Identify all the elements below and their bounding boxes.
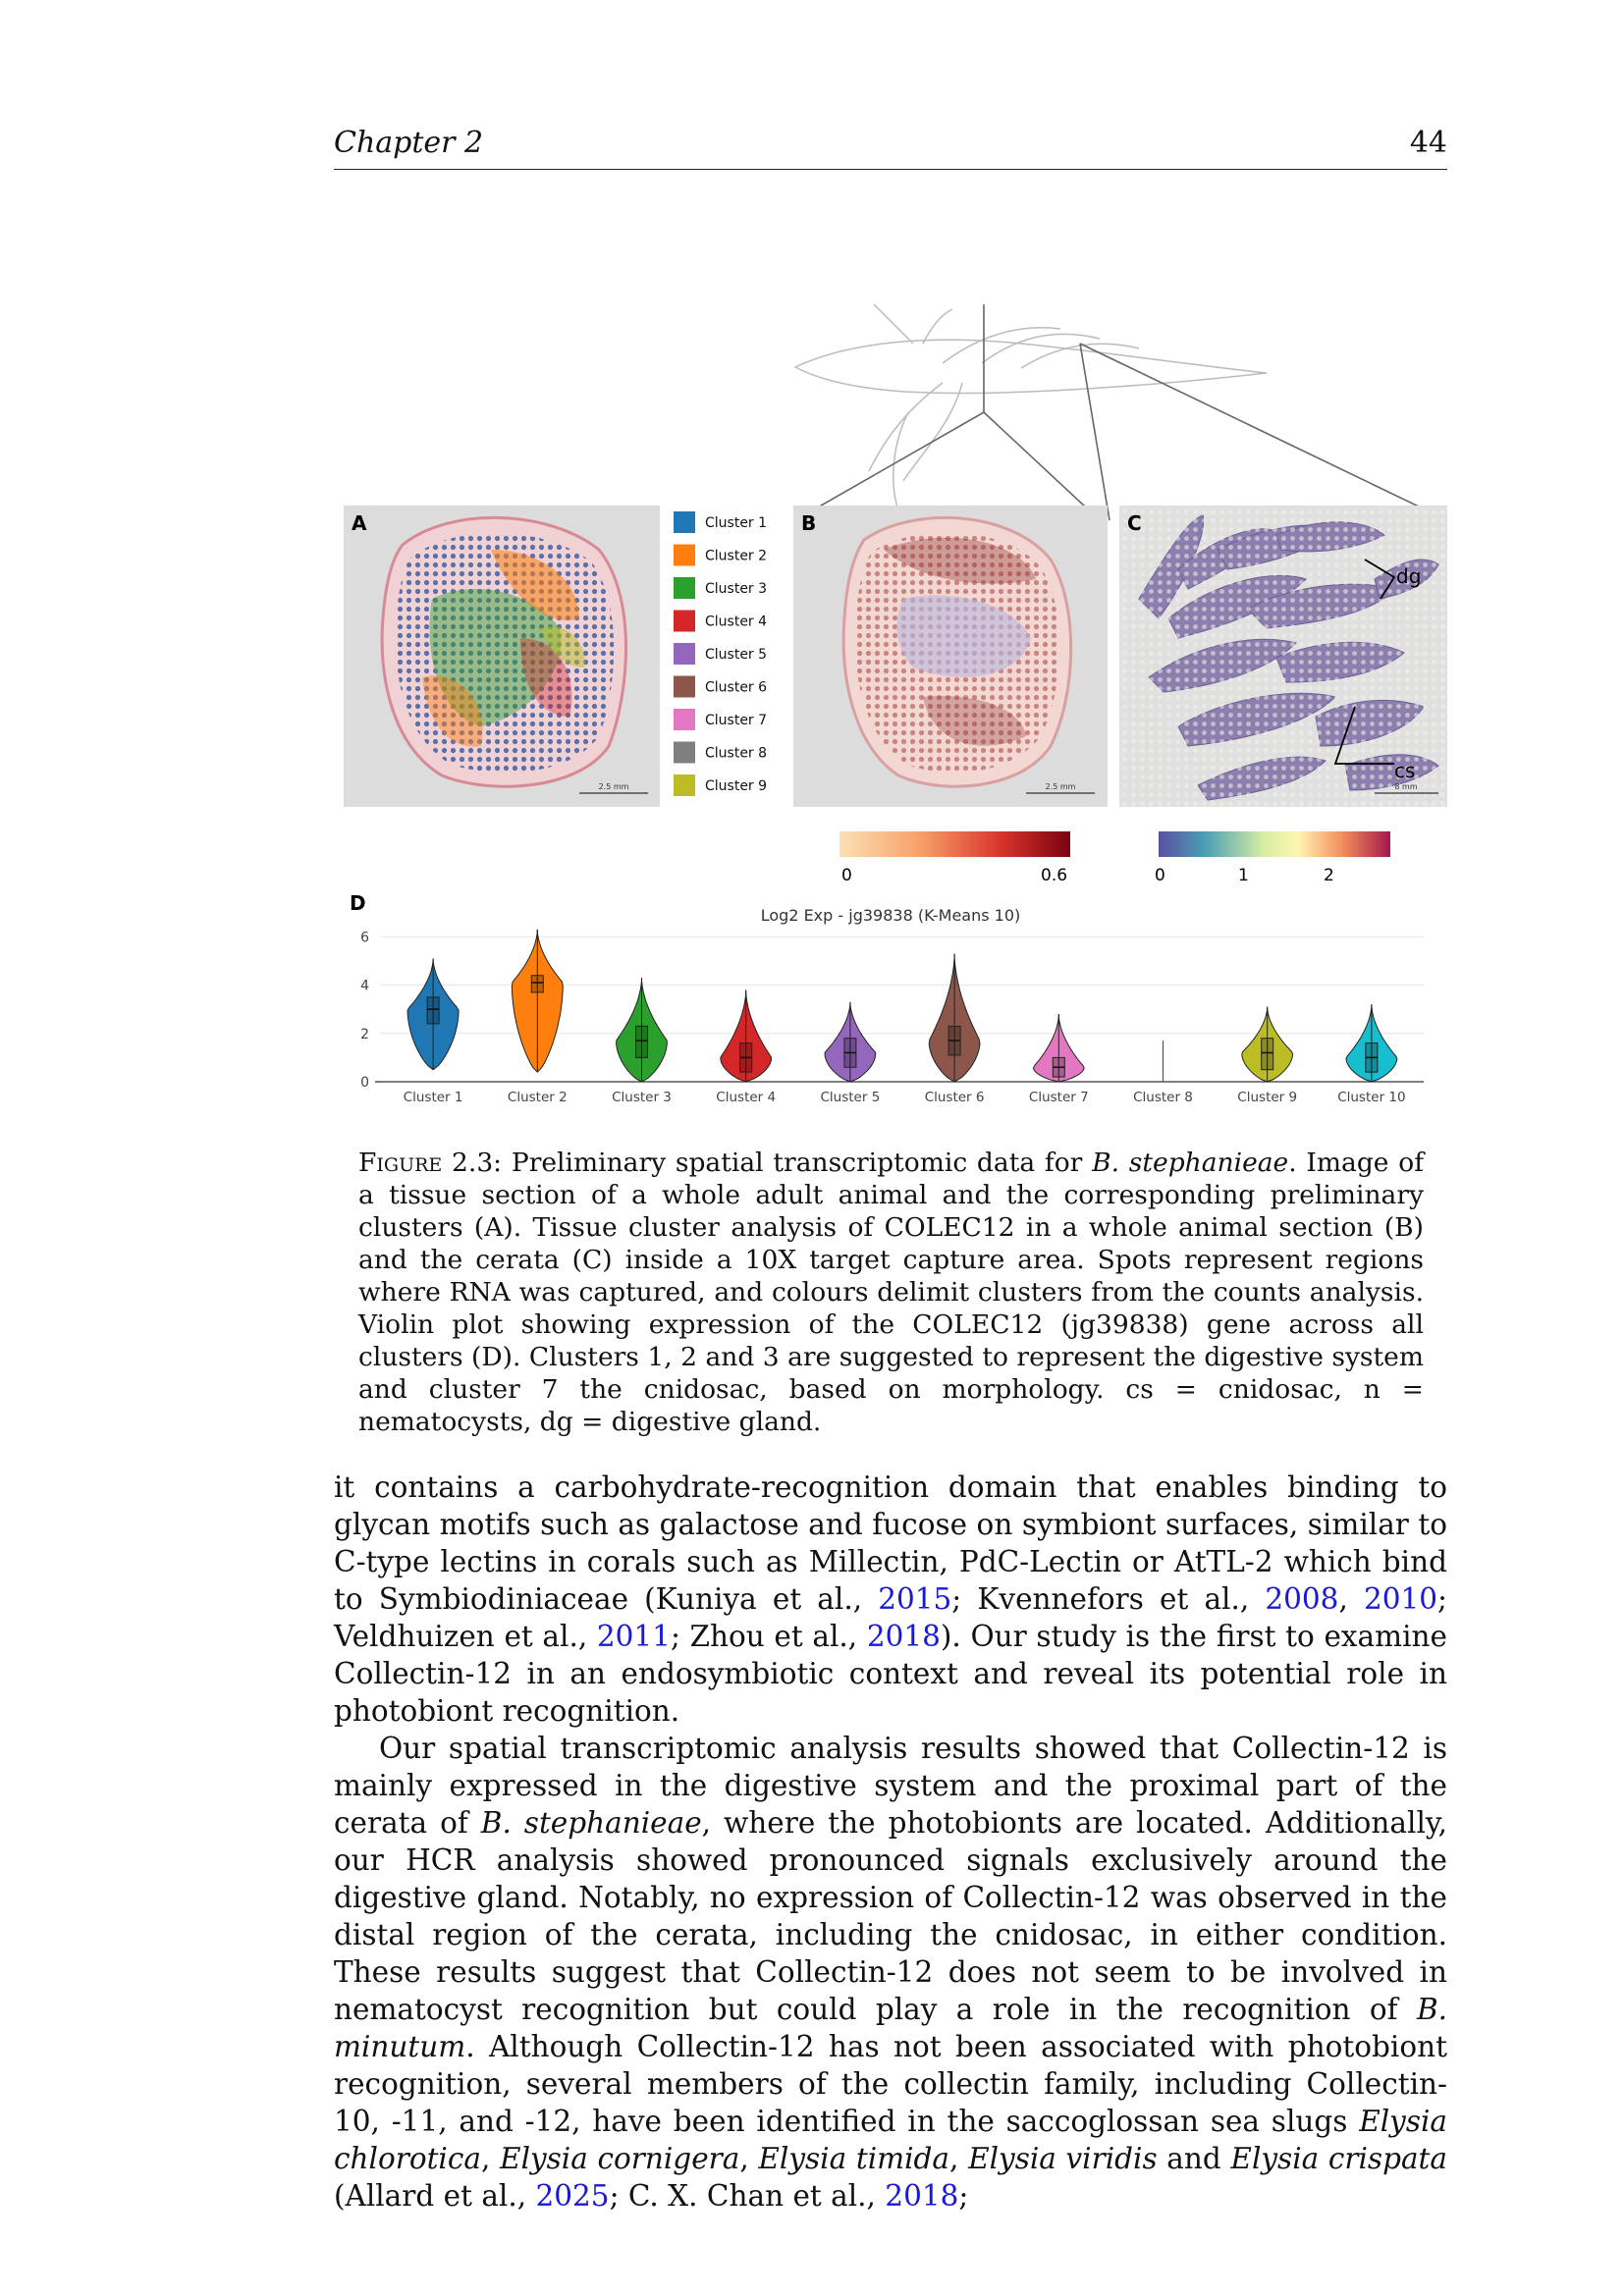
p2-species-7: Elysia crispata — [1230, 2142, 1447, 2175]
legend-label-2: Cluster 2 — [705, 548, 768, 564]
paragraph-2 — [334, 1730, 1447, 2215]
citation-chan-2018[interactable]: 2018 — [885, 2179, 959, 2213]
cs-annotation: cs — [1394, 759, 1416, 782]
figure-2-3 — [334, 304, 1447, 1119]
colorbar-c-tick-1: 1 — [1238, 866, 1249, 885]
xtick-1: Cluster 1 — [403, 1090, 463, 1105]
p2-text-7: and — [1157, 2142, 1231, 2175]
panel-c — [1119, 506, 1447, 807]
p2-species-1: B. stephanieae — [480, 1806, 702, 1840]
box-9 — [1262, 1039, 1273, 1070]
colorbar-c-tick-0: 0 — [1155, 866, 1165, 885]
box-3 — [636, 1026, 648, 1057]
p2-text-2: , where the photobionts are located. Additionally, our HCR analysis showed pronounced signals exclusively around the digestive gland. Notably, no expression of Collectin-12 was observed in the distal region of the cerata, including the cnidosac, in either condition. These results suggest that Collectin-12 does not seem to be involved in nematocyst recognition but could play a role in the recognition of — [334, 1806, 1448, 2026]
p2-text-6: , — [949, 2142, 969, 2175]
caption-species: B. stephanieae — [1092, 1148, 1289, 1178]
legend-label-9: Cluster 9 — [705, 778, 768, 794]
violin-plot — [360, 930, 1424, 1105]
box-1 — [427, 997, 439, 1024]
colorbar-b-min: 0 — [841, 866, 852, 885]
colorbar-b-max: 0.6 — [1041, 866, 1068, 885]
paragraph-1 — [334, 1468, 1447, 1730]
p2-species-4: Elysia cornigera — [500, 2142, 740, 2175]
p1-text-3: , — [1338, 1582, 1364, 1616]
caption-label: Figure — [358, 1148, 443, 1178]
citation-2018[interactable]: 2018 — [866, 1620, 941, 1653]
figure-caption — [358, 1147, 1424, 1438]
scalebar-a: 2.5 mm — [598, 782, 629, 791]
citation-2025[interactable]: 2025 — [535, 2179, 610, 2213]
caption-text-2: . Image of a tissue section of a whole adult animal and the corresponding preliminary clusters (A). Tissue cluster analysis of COLEC12 in a whole animal section (B) and the cerata (C) inside a 10X target capture area. Spots represent regions where RNA was captured, and colours delimit clusters from the counts analysis. Violin plot showing expression of the COLEC12 (jg39838) gene across all clusters (D). Clusters 1, 2 and 3 are suggested to represent the digestive system and cluster 7 the cnidosac, based on morphology. cs = cnidosac, n = nematocysts, dg = digestive gland. — [358, 1148, 1424, 1437]
legend-swatch-7 — [674, 709, 695, 730]
xtick-7: Cluster 7 — [1028, 1090, 1089, 1105]
xtick-3: Cluster 3 — [612, 1090, 672, 1105]
citation-2010[interactable]: 2010 — [1363, 1582, 1438, 1616]
xtick-10: Cluster 10 — [1337, 1090, 1406, 1105]
p2-species-2: B. minutum — [334, 1993, 1447, 2063]
p1-text-1: it contains a carbohydrate-recognition domain that enables binding to glycan motifs such as galactose and fucose on symbiont surfaces, similar to C-type lectins in corals such as Millectin, PdC-Lectin or AtTL-2 which bind to Symbiodiniaceae (Kuniya et al., — [334, 1470, 1447, 1616]
legend-label-3: Cluster 3 — [705, 581, 768, 597]
ytick-2: 2 — [360, 1026, 369, 1042]
legend-label-4: Cluster 4 — [705, 614, 768, 630]
caption-number: 2.3: — [452, 1148, 503, 1178]
legend-swatch-5 — [674, 643, 695, 665]
legend-swatch-4 — [674, 611, 695, 632]
panel-c-label: C — [1127, 511, 1142, 535]
p1-text-5: ; Zhou et al., — [670, 1620, 867, 1653]
scalebar-b: 2.5 mm — [1045, 782, 1076, 791]
xtick-9: Cluster 9 — [1237, 1090, 1298, 1105]
xtick-5: Cluster 5 — [820, 1090, 881, 1105]
citation-2008[interactable]: 2008 — [1265, 1582, 1339, 1616]
dg-annotation: dg — [1396, 564, 1422, 588]
panel-d-label: D — [350, 891, 366, 915]
panel-a-label: A — [352, 511, 367, 535]
caption-text-1: Preliminary spatial transcriptomic data for — [502, 1148, 1093, 1178]
legend-swatch-3 — [674, 577, 695, 599]
p2-text-4: , — [480, 2142, 501, 2175]
colorbar-b — [839, 831, 1070, 885]
colorbar-c-tick-2: 2 — [1324, 866, 1334, 885]
p2-species-6: Elysia viridis — [968, 2142, 1158, 2175]
p2-text-3: . Although Collectin-12 has not been associated with photobiont recognition, several members of the collectin family, including Collectin-10, -11, and -12, have been identified in the saccoglossan sea slugs — [334, 2030, 1447, 2138]
legend-label-6: Cluster 6 — [705, 679, 768, 696]
p2-text-5: , — [739, 2142, 759, 2175]
p2-text-10: ; — [958, 2179, 969, 2213]
body-text — [334, 1468, 1447, 2215]
p1-text-4: ; Veldhuizen et al., — [334, 1582, 1447, 1653]
legend-label-5: Cluster 5 — [705, 647, 768, 663]
scalebar-c: 8 mm — [1394, 782, 1418, 791]
ytick-4: 4 — [360, 978, 369, 994]
panel-a — [344, 506, 660, 807]
p1-text-6: ). Our study is the first to examine Collectin-12 in an endosymbiotic context and reveal its potential role in photobiont recognition. — [334, 1620, 1447, 1728]
legend-label-7: Cluster 7 — [705, 713, 768, 728]
violin-title: Log2 Exp - jg39838 (K-Means 10) — [760, 906, 1021, 925]
ytick-6: 6 — [360, 930, 369, 946]
legend-label-8: Cluster 8 — [705, 745, 768, 762]
panel-b-label: B — [801, 511, 817, 535]
p2-text-8: (Allard et al., — [334, 2179, 536, 2213]
panel-b — [793, 506, 1108, 807]
legend-swatch-1 — [674, 511, 695, 533]
citation-2015[interactable]: 2015 — [878, 1582, 952, 1616]
page-number: 44 — [1409, 126, 1447, 160]
legend-swatch-6 — [674, 676, 695, 698]
box-2 — [531, 976, 543, 992]
p2-text-1: Our spatial transcriptomic analysis results showed that Collectin-12 is mainly expressed in the digestive system and the proximal part of the cerata of — [334, 1732, 1447, 1840]
chapter-title: Chapter 2 — [334, 126, 484, 160]
p2-species-3: Elysia chlorotica — [334, 2105, 1447, 2175]
citation-2011[interactable]: 2011 — [596, 1620, 671, 1653]
legend-swatch-9 — [674, 774, 695, 796]
p2-species-5: Elysia timida — [758, 2142, 950, 2175]
ytick-0: 0 — [360, 1075, 369, 1091]
xtick-4: Cluster 4 — [716, 1090, 777, 1105]
p1-text-2: ; Kvennefors et al., — [951, 1582, 1266, 1616]
cluster-legend — [674, 511, 767, 796]
legend-swatch-8 — [674, 742, 695, 764]
running-header — [334, 126, 1447, 170]
colorbar-c — [1155, 831, 1390, 885]
xtick-2: Cluster 2 — [507, 1090, 568, 1105]
legend-swatch-2 — [674, 545, 695, 566]
xtick-8: Cluster 8 — [1133, 1090, 1193, 1105]
legend-label-1: Cluster 1 — [705, 515, 768, 531]
xtick-6: Cluster 6 — [924, 1090, 985, 1105]
p2-text-9: ; C. X. Chan et al., — [609, 2179, 886, 2213]
